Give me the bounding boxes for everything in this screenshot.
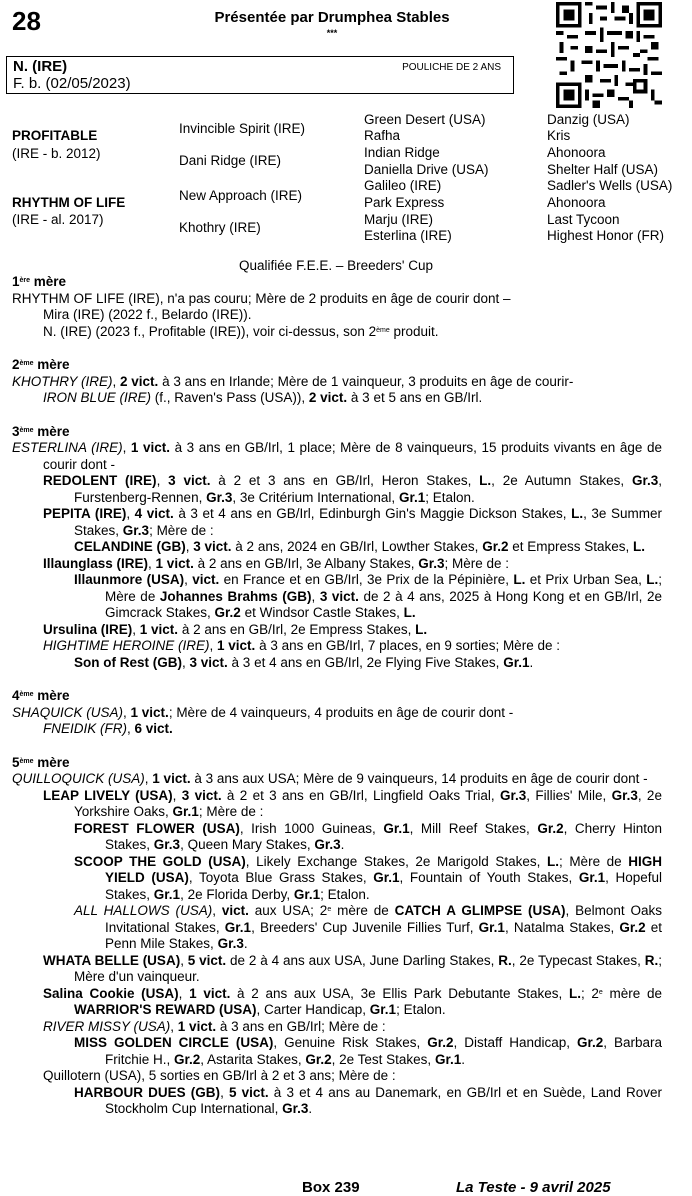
- pedigree-gen3: Daniella Drive (USA): [364, 162, 489, 177]
- presented-by: Présentée par Drumphea Stables: [214, 9, 450, 26]
- pedigree-gen2: Khothry (IRE): [179, 220, 261, 235]
- venue-date: La Teste - 9 avril 2025: [456, 1179, 611, 1196]
- pedigree-gen3: Marju (IRE): [364, 212, 434, 227]
- pedigree-gen3: Park Express: [364, 195, 445, 210]
- pedigree-gen4: Ahonoora: [547, 145, 606, 160]
- pedigree-gen3: Green Desert (USA): [364, 112, 486, 127]
- pedigree-gen4: Danzig (USA): [547, 112, 630, 127]
- horse-sex-label: POULICHE DE 2 ANS: [402, 62, 501, 73]
- pedigree-gen3: Galileo (IRE): [364, 178, 442, 193]
- pedigree-gen4: Ahonoora: [547, 195, 606, 210]
- dam-info: (IRE - al. 2017): [12, 212, 104, 227]
- section-heading-5: 5ème mère: [12, 754, 70, 770]
- pedigree-gen4: Last Tycoon: [547, 212, 620, 227]
- rating-stars: ***: [326, 28, 338, 38]
- sire-info: (IRE - b. 2012): [12, 146, 101, 161]
- qualification: Qualifiée F.E.E. – Breeders' Cup: [239, 258, 433, 273]
- pedigree-gen3: Indian Ridge: [364, 145, 440, 160]
- pedigree-gen3: Rafha: [364, 128, 401, 143]
- pedigree-gen3: Esterlina (IRE): [364, 228, 452, 243]
- section-heading-2: 2ème mère: [12, 357, 70, 372]
- produce-record: 1ère mère RHYTHM OF LIFE (IRE), n'a pas couru; Mère de 2 produits en âge de courir dont – Mira (IRE) (2022 f., Belardo (IRE)). N. (IRE) (2023 f., Profitable (IRE)), voir ci-dessus, son 2ème produit. 2ème mère KHOTHRY (IRE), 2 vict. à 3 ans en Irlande; Mère de 1 vainqueur, 3 produits en âge de courir- IRON BLUE (IRE) (f., Raven's Pass (USA)), 2 vict. à 3 et 5 ans en GB/Irl. 3ème mère ESTERLINA (IRE), 1 vict. à 3 ans en GB/Irl, 1 place; Mère de 8 vainqueurs, 15 produits vivants en âge de courir dont - REDOLENT (IRE), 3 vict. à 2 et 3 ans en GB/Irl, Heron Stakes, L., 2e Autumn Stakes, Gr.3, Furstenberg-Rennen, Gr.3, 3e Critérium International, Gr.1; Etalon. PEPITA (IRE), 4 vict. à 3 et 4 ans en GB/Irl, Edinburgh Gin's Maggie Dickson Stakes, L., 3e Summer Stakes, Gr.3; Mère de : CELANDINE (GB), 3 vict. à 2 ans, 2024 en GB/Irl, Lowther Stakes, Gr.2 et Empress Stakes, L. Illaunglass (IRE), 1 vict. à 2 ans en GB/Irl, 3e Albany Stakes, Gr.3; Mère de : Illaunmore (USA), vict. en France et en GB/Irl, 3e Prix de la Pépinière, L. et Prix Urban Sea, L.; Mère de Johannes Brahms (GB), 3 vict. de 2 à 4 ans, 2025 à Hong Kong et en GB/Irl, 2e Gimcrack Stakes, Gr.2 et Windsor Castle Stakes, L. Ursulina (IRE), 1 vict. à 2 ans en GB/Irl, 2e Empress Stakes, L. HIGHTIME HEROINE (IRE), 1 vict. à 3 ans en GB/Irl, 7 places, en 9 sorties; Mère de : Son of Rest (GB), 3 vict. à 3 et 4 ans en GB/Irl, 2e Flying Five Stakes, Gr.1. 4ème mère SHAQUICK (USA), 1 vict.; Mère de 4 vainqueurs, 4 produits en âge de courir dont - FNEIDIK (FR), 6 vict. 5ème mère QUILLOQUICK (USA), 1 vict. à 3 ans aux USA; Mère de 9 vainqueurs, 14 produits en âge de courir dont - LEAP LIVELY (USA), 3 vict. à 2 et 3 ans en GB/Irl, Lingfield Oaks Trial, Gr.3, Fillies' Mile, Gr.3, 2e Yorkshire Oaks, Gr.1; Mère de : FOREST FLOWER (USA), Irish 1000 Guineas, Gr.1, Mill Reef Stakes, Gr.2, Cherry Hinton Stakes, Gr.3, Queen Mary Stakes, Gr.3. SCOOP THE GOLD (USA), Likely Exchange Stakes, 2e Marigold Stakes, L.; Mère de HIGH YIELD (USA), Toyota Blue Grass Stakes, Gr.1, Fountain of Youth Stakes, Gr.1, Hopeful Stakes, Gr.1, 2e Florida Derby, Gr.1; Etalon. ALL HALLOWS (USA), vict. aux USA; 2e mère de CATCH A GLIMPSE (USA), Belmont Oaks Invitational Stakes, Gr.1, Breeders' Cup Juvenile Fillies Turf, Gr.1, Natalma Stakes, Gr.2 et Penn Mile Stakes, Gr.3. WHATA BELLE (USA), 5 vict. de 2 à 4 ans aux USA, June Darling Stakes, R., 2e Typecast Stakes, R.; Mère d'un vainqueur. Salina Cookie (USA), 1 vict. à 2 ans aux USA, 3e Ellis Park Debutante Stakes, L.; 2e mère de WARRIOR'S REWARD (USA), Carter Handicap, Gr.1; Etalon. RIVER MISSY (USA), 1 vict. à 3 ans en GB/Irl; Mère de : MISS GOLDEN CIRCLE (USA), Genuine Risk Stakes, Gr.2, Distaff Handicap, Gr.2, Barbara Fritchie H., Gr.2, Astarita Stakes, Gr.2, 2e Test Stakes, Gr.1. Quillotern (USA), 5 sorties en GB/Irl à 2 et 3 ans; Mère de : HARBOUR DUES (GB), 5 vict. à 3 et 4 ans au Danemark, en GB/Irl et en Suède, Land Rover Stockholm Cup International, Gr.3.: [12, 274, 663, 1116]
- section-heading-1: 1ère mère: [12, 274, 67, 289]
- horse-details: F. b. (02/05/2023): [13, 75, 131, 92]
- box-number: Box 239: [302, 1179, 360, 1196]
- pedigree-gen2: Dani Ridge (IRE): [179, 153, 282, 168]
- pedigree-gen4: Highest Honor (FR): [547, 228, 665, 243]
- section-heading-4: 4ème mère: [12, 688, 70, 703]
- section-heading-3: 3ème mère: [12, 423, 70, 439]
- dam-name: RHYTHM OF LIFE: [12, 195, 126, 210]
- pedigree-gen4: Kris: [547, 128, 571, 143]
- horse-name: N. (IRE): [13, 58, 68, 75]
- lot-number: 28: [12, 6, 41, 36]
- pedigree-gen4: Sadler's Wells (USA): [547, 178, 673, 193]
- sire-name: PROFITABLE: [12, 128, 98, 143]
- pedigree-gen4: Shelter Half (USA): [547, 162, 659, 177]
- qr-code-icon: [556, 2, 662, 108]
- horse-id-box: [6, 56, 514, 94]
- pedigree-gen2: New Approach (IRE): [179, 188, 303, 203]
- pedigree-gen2: Invincible Spirit (IRE): [179, 121, 306, 136]
